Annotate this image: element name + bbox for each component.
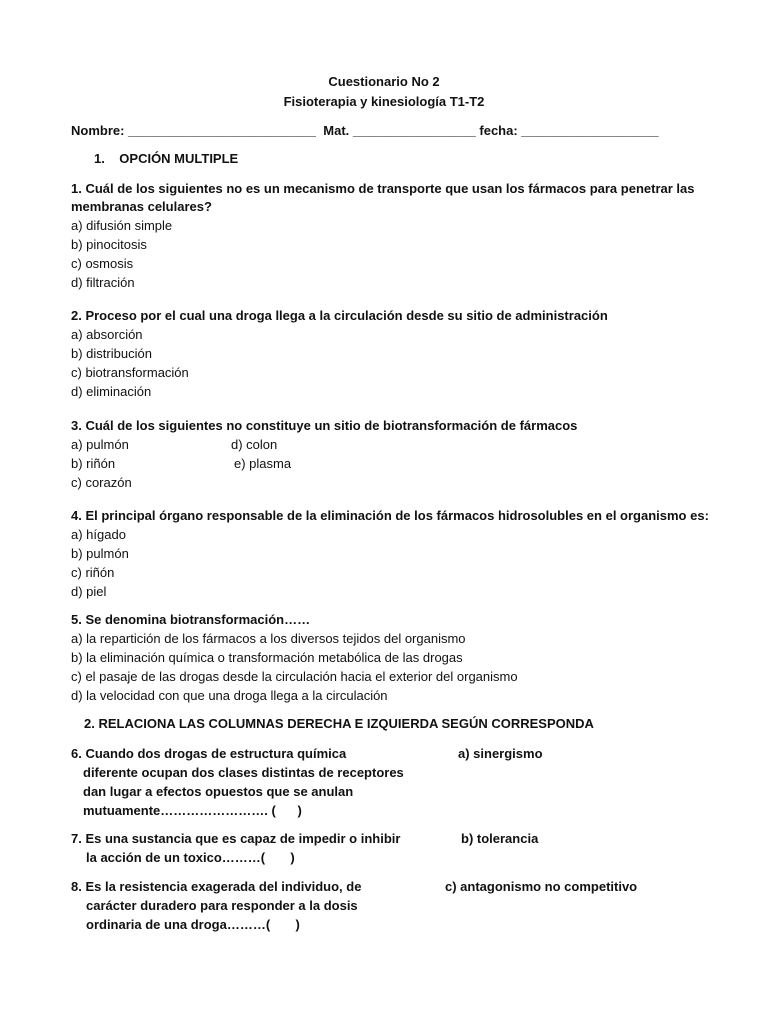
question-2-option: a) absorción	[71, 327, 143, 342]
question-8-text: 8. Es la resistencia exagerada del individuo, de	[71, 879, 362, 894]
question-3-text: 3. Cuál de los siguientes no constituye un sitio de biotransformación de fármacos	[71, 418, 578, 433]
question-3-option: a) pulmón	[71, 437, 129, 452]
question-4-text: 4. El principal órgano responsable de la eliminación de los fármacos hidrosolubles en el organismo es:	[71, 508, 709, 523]
section1-heading: 1. OPCIÓN MULTIPLE	[94, 151, 239, 166]
question-6-blank: mutuamente……………………. ( )	[83, 803, 302, 818]
question-4-option: b) pulmón	[71, 546, 129, 561]
question-8-text-cont: carácter duradero para responder a la dosis	[86, 898, 358, 913]
question-1-option: a) difusión simple	[71, 218, 173, 233]
answer-b: b) tolerancia	[461, 831, 539, 846]
answer-c: c) antagonismo no competitivo	[445, 879, 638, 894]
question-3-option: b) riñón	[71, 456, 116, 471]
question-2-option: c) biotransformación	[71, 365, 189, 380]
question-1-option: b) pinocitosis	[71, 237, 147, 252]
question-2-option: b) distribución	[71, 346, 152, 361]
question-7-text: 7. Es una sustancia que es capaz de impedir o inhibir	[71, 831, 401, 846]
document-title: Cuestionario No 2	[328, 74, 440, 89]
question-4-option: c) riñón	[71, 565, 115, 580]
question-4-option: a) hígado	[71, 527, 126, 542]
question-2-text: 2. Proceso por el cual una droga llega a la circulación desde su sitio de administración	[71, 308, 608, 323]
question-6-text: 6. Cuando dos drogas de estructura química	[71, 746, 347, 761]
question-2-option: d) eliminación	[71, 384, 152, 399]
question-5-option: a) la repartición de los fármacos a los diversos tejidos del organismo	[71, 631, 466, 646]
section2-heading: 2. RELACIONA LAS COLUMNAS DERECHA E IZQUIERDA SEGÚN CORRESPONDA	[84, 716, 594, 731]
question-8-blank: ordinaria de una droga………( )	[86, 917, 300, 932]
answer-a: a) sinergismo	[458, 746, 543, 761]
question-6-text-cont: diferente ocupan dos clases distintas de receptores	[83, 765, 404, 780]
question-6-text-cont: dan lugar a efectos opuestos que se anulan	[83, 784, 354, 799]
student-fields-line: Nombre: __________________________ Mat. _________________ fecha: ___________________	[71, 123, 659, 138]
document-subtitle: Fisioterapia y kinesiología T1-T2	[283, 94, 485, 109]
question-5-option: b) la eliminación química o transformación metabólica de las drogas	[71, 650, 463, 665]
question-1-option: d) filtración	[71, 275, 135, 290]
question-1-text: 1. Cuál de los siguientes no es un mecanismo de transporte que usan los fármacos para penetrar las	[71, 181, 695, 196]
question-5-option: d) la velocidad con que una droga llega a la circulación	[71, 688, 388, 703]
question-3-option: e) plasma	[234, 456, 292, 471]
question-4-option: d) piel	[71, 584, 107, 599]
question-5-text: 5. Se denomina biotransformación……	[71, 612, 311, 627]
question-5-option: c) el pasaje de las drogas desde la circulación hacia el exterior del organismo	[71, 669, 518, 684]
question-7-blank: la acción de un toxico………( )	[86, 850, 295, 865]
question-1-text-cont: membranas celulares?	[71, 199, 212, 214]
question-3-option: d) colon	[231, 437, 278, 452]
question-3-option: c) corazón	[71, 475, 132, 490]
question-1-option: c) osmosis	[71, 256, 134, 271]
